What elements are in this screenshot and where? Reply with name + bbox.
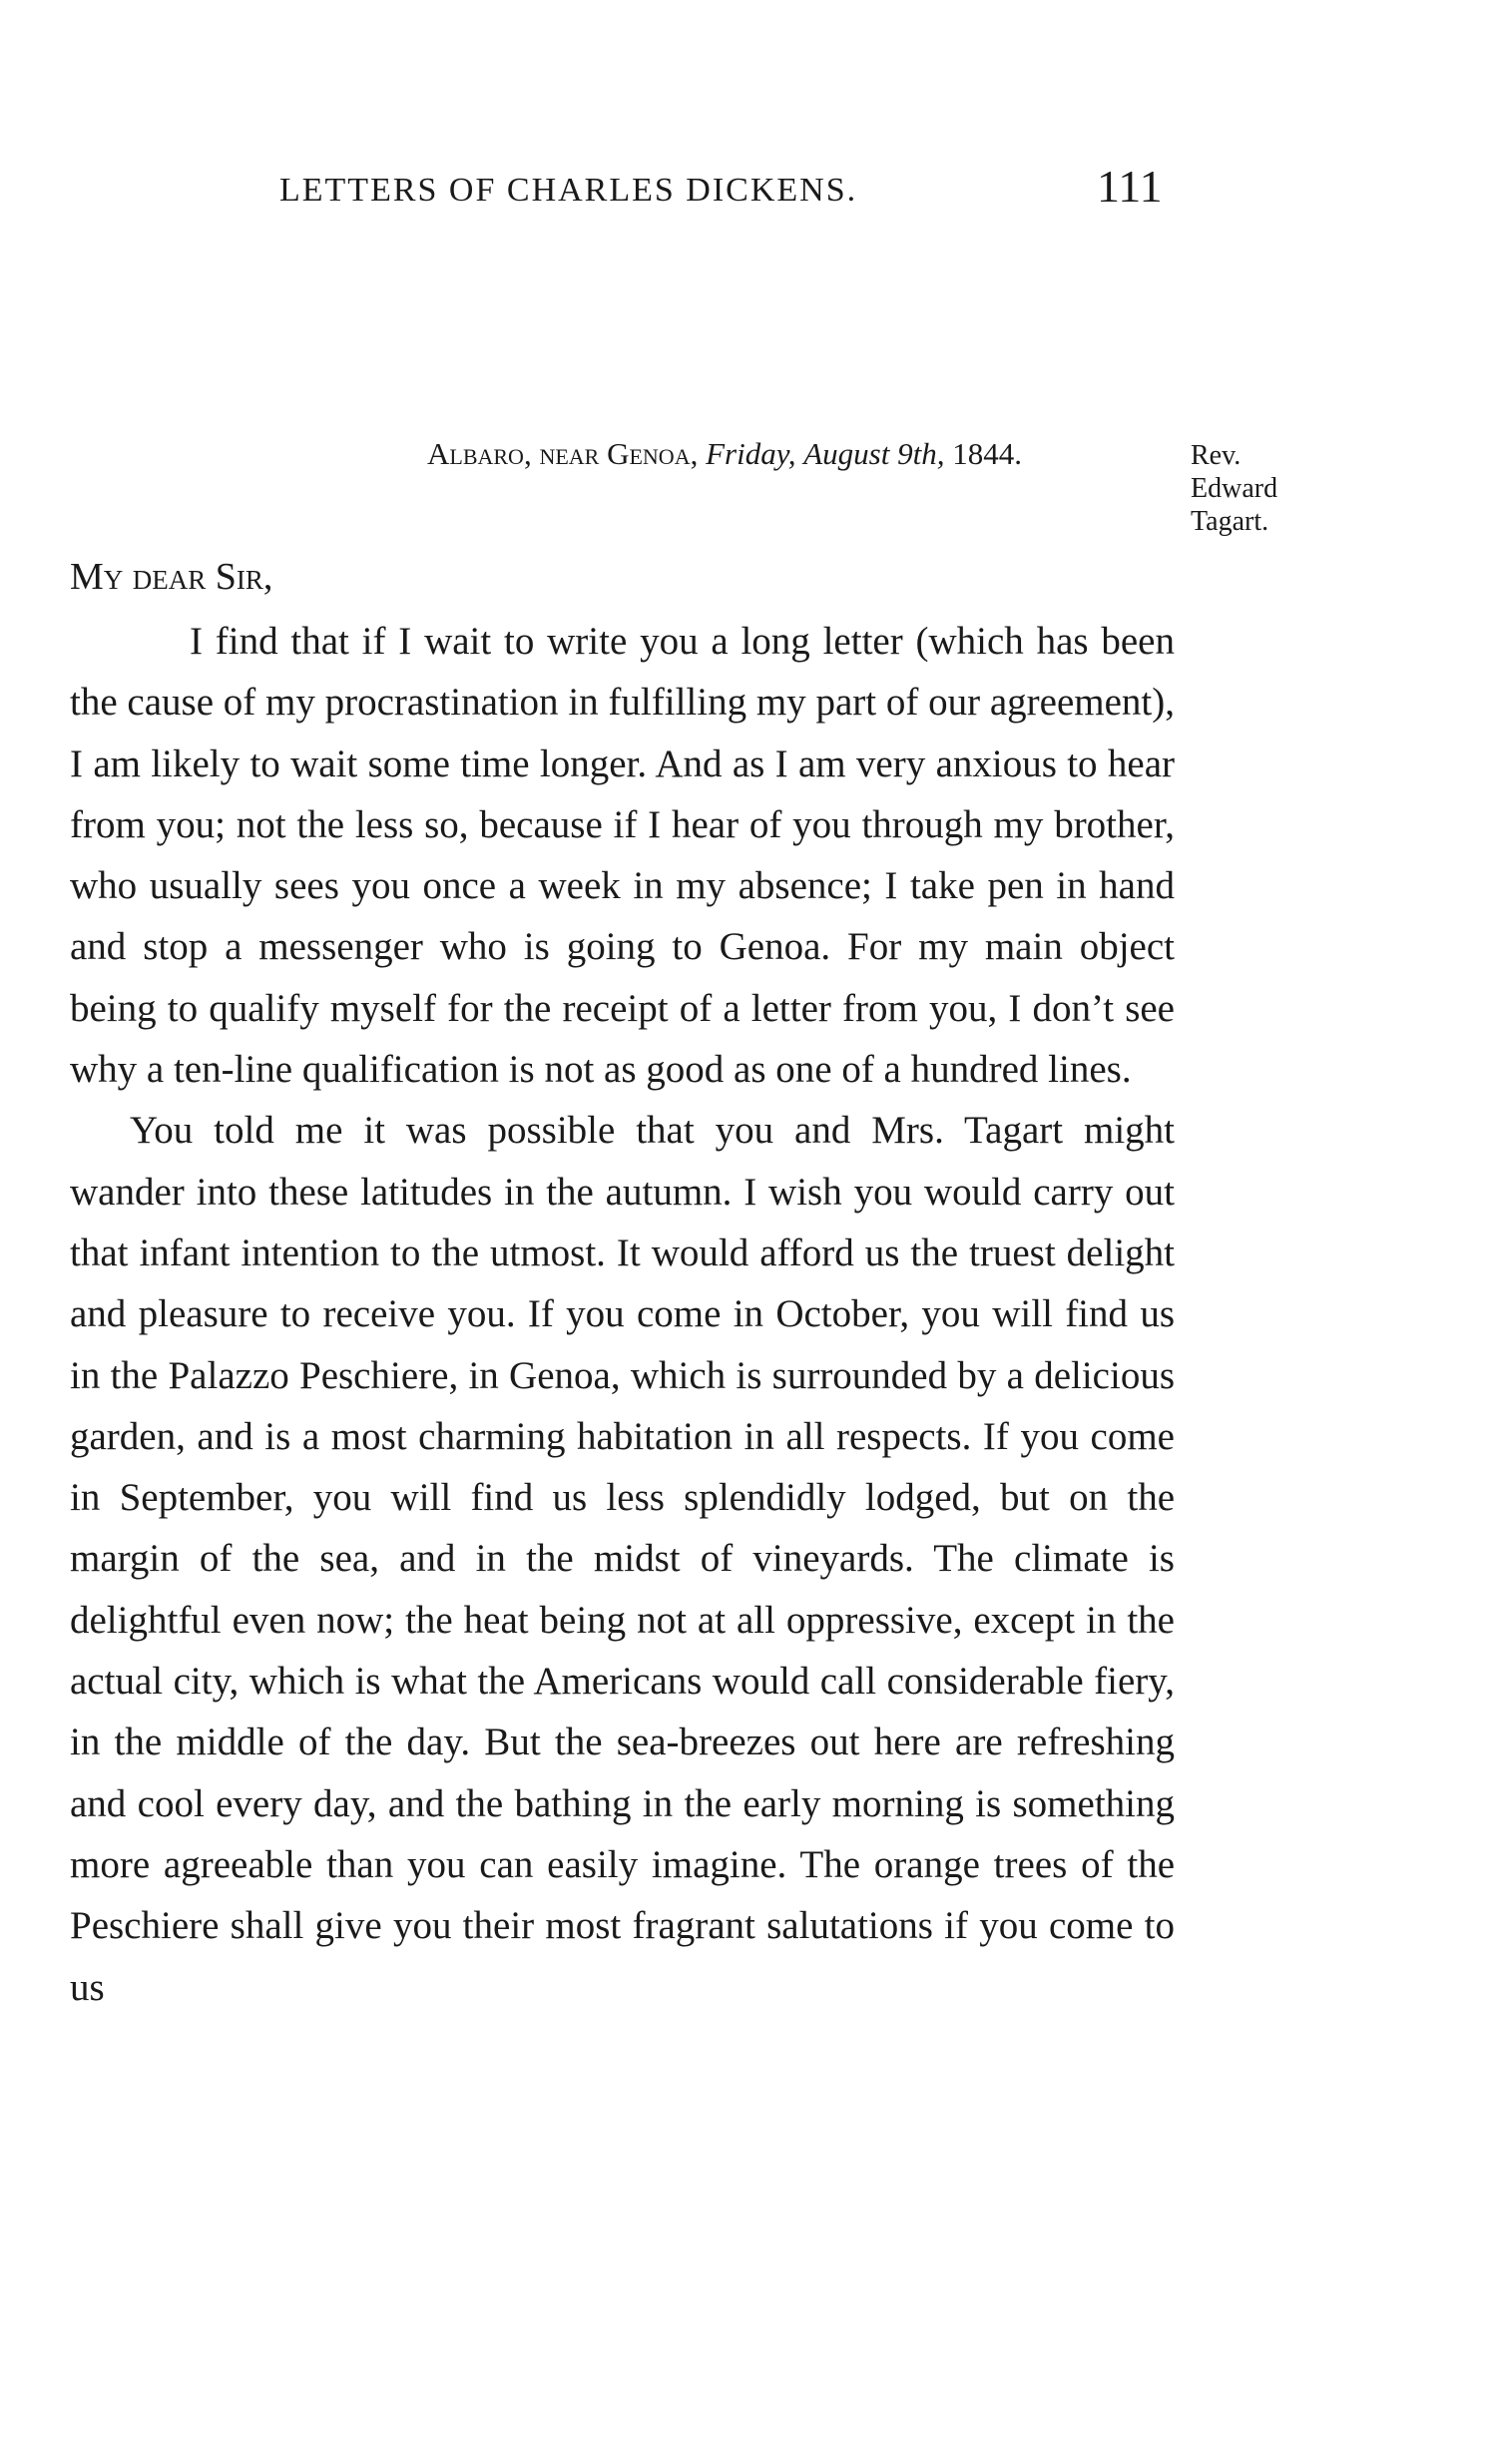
letter-dateline [427, 436, 1022, 472]
dateline-day: Friday, [706, 436, 796, 471]
recipient-sidenote [1191, 439, 1310, 538]
running-head: LETTERS OF CHARLES DICKENS. [279, 172, 858, 209]
dateline-date: August 9th, [803, 436, 945, 471]
dateline-year: 1844. [952, 436, 1022, 471]
paragraph: You told me it was possible that you and Mrs. Tagart might wander into these latitudes in the autumn. I wish you would carry out that infant intention to the utmost. It would afford us the truest delight and pleasure to receive you. If you come in October, you will find us in the Palazzo Peschiere, in Genoa, which is surrounded by a delicious garden, and is a most charming habitation in all respects. If you come in September, you will find us less splendidly lodged, but on the margin of the sea, and in the midst of vineyards. The climate is delightful even now; the heat being not at all oppressive, except in the actual city, which is what the Americans would call considerable fiery, in the middle of the day. But the sea-breezes out here are refreshing and cool every day, and the bathing in the early morning is something more agreeable than you can easily imagine. The orange trees of the Peschiere shall give you their most fragrant salutations if you come to us [70, 1109, 1175, 2009]
letter-body [70, 611, 1175, 2018]
salutation: My dear Sir, [70, 556, 273, 598]
dateline-place: Albaro, near Genoa, [427, 436, 699, 471]
paragraph: I find that if I wait to write you a long letter (which has been the cause of my procrastination in fulfilling my part of our agreement), I am likely to wait some time longer. And as I am very anxious to hear from you; not the less so, because if I hear of you through my brother, who usually sees you once a week in my absence; I take pen in hand and stop a messenger who is going to Genoa. For my main object being to qualify myself for the receipt of a letter from you, I don’t see why a ten-line qualification is not as good as one of a hundred lines. [70, 620, 1175, 1092]
sidenote-line: Tagart. [1191, 506, 1269, 537]
page-number: 111 [1097, 161, 1163, 212]
sidenote-line: Rev. [1191, 440, 1242, 471]
sidenote-line: Edward [1191, 473, 1278, 504]
